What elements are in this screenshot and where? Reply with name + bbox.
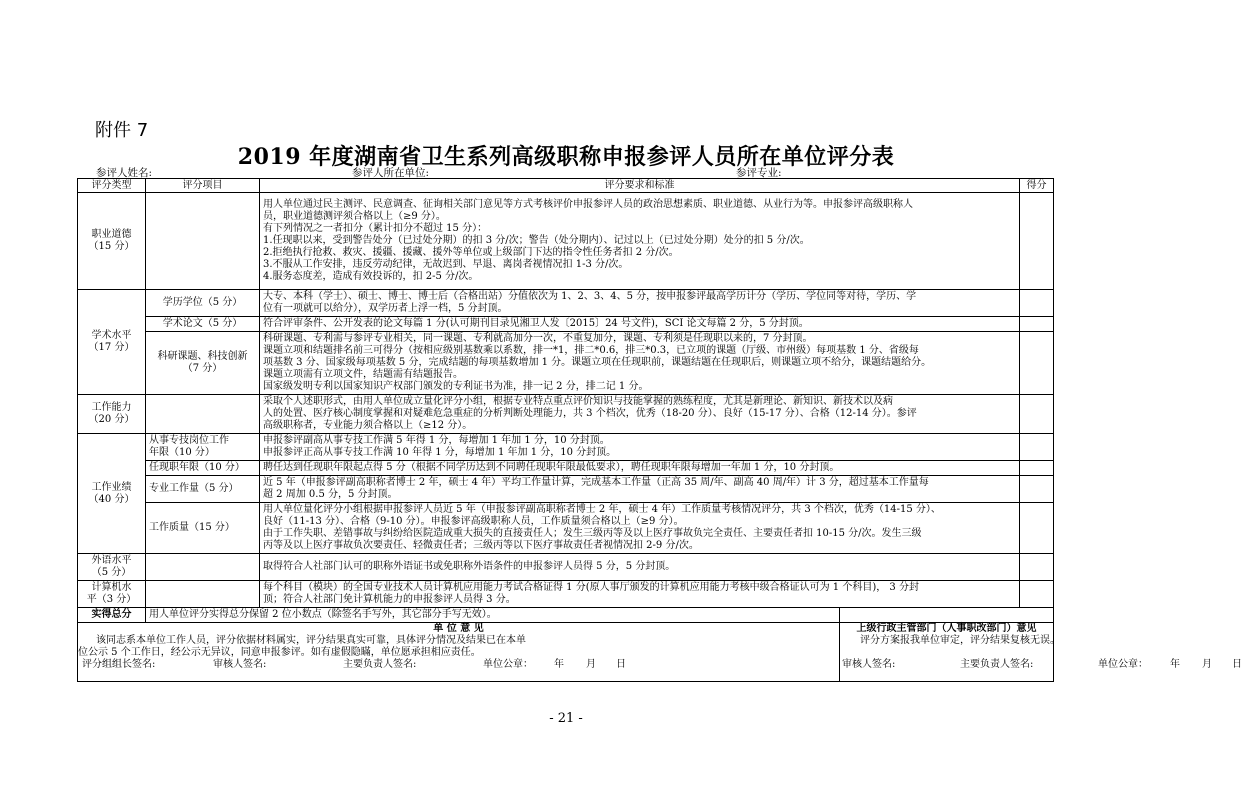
sig-seal-label: 单位公章： [483,659,533,670]
total-label: 实得总分 [78,608,146,623]
item-cell-workload: 专业工作量（5 分） [146,476,260,503]
type-points: （20 分） [88,414,135,425]
requirement-line: 由于工作失职、差错事故与纠纷给医院造成重大损失的直接责任人；发生三级丙等及以上医疗事故负完全责任、主要责任者扣 10-15 分/次。发生三级 [263,528,922,539]
score-cell-workload[interactable] [1020,476,1054,503]
requirement-line: 近 5 年（申报参评副高职称者博士 2 年，硕士 4 年）平均工作量计算，完成基本工作量（正高 35 周/年、副高 40 周/年）计 3 分，超过基本工作量每 [263,477,929,488]
header-type: 评分类型 [78,179,146,193]
unit-opinion-title: 单 位 意 见 [433,623,484,634]
requirement-line: 用人单位量化评分小组根据申报参评人员近 5 年（申报参评副高职称者博士 2 年，硕士 4 年）工作质量考核情况评分，共 3 个档次，优秀（14-15 分）、 [263,504,941,515]
table-row-ability [78,395,1054,434]
requirement-line: 1.任现职以来，受到警告处分（已过处分期）的扣 3 分/次；警告（处分期内）、记过以上（已过处分期）处分的扣 5 分/次。 [263,235,810,246]
page-title: 2019 年度湖南省卫生系列高级职称申报参评人员所在单位评分表 [237,144,895,170]
requirement-line: 有下列情况之一者扣分（累计扣分不超过 15 分）： [263,223,488,234]
sig-seal-label: 单位公章： [1098,659,1148,670]
sig-reviewer-label: 审核人签名: [842,659,896,670]
score-cell-quality[interactable] [1020,503,1054,554]
requirement-cell-degree [260,290,1020,317]
requirement-cell-language [260,554,1020,581]
requirement-cell-years-post [260,434,1020,461]
requirement-cell-computer [260,581,1020,608]
unit-opinion-line: 位公示 5 个工作日，经公示无异议，同意申报参评。如有虚假隐瞞，单位愿承担相应责任。 [78,647,481,658]
type-points: 平（3 分） [86,594,137,605]
requirement-cell-paper [260,317,1020,332]
score-cell-language[interactable] [1020,554,1054,581]
table-row-quality [78,503,1054,554]
score-cell-research[interactable] [1020,332,1054,395]
table-row-years-post [78,434,1054,461]
item-cell-paper: 学术论文（5 分） [146,317,260,332]
requirement-line: 聘任达到任现职年限起点得 5 分（根据不同学历达到不同聘任现职年限最低要求），聘任现职年限每增加一年加 1 分，10 分封顶。 [263,462,840,473]
score-cell-computer[interactable] [1020,581,1054,608]
type-label: 工作业绩 [91,481,132,493]
table-row-workload [78,476,1054,503]
item-cell-degree: 学历学位（5 分） [146,290,260,317]
type-cell-ability [78,395,146,434]
requirement-line: 课题立项需有立项文件，结题需有结题报告。 [263,369,463,380]
unit-opinion-cell [78,623,840,682]
type-label: 工作能力 [91,402,132,413]
type-cell-language [78,554,146,581]
requirement-line: 申报参评正高从事专技工作满 10 年得 1 分，每增加 1 年加 1 分，10 分封顶。 [263,447,617,458]
requirement-line: 符合评审条件、公开发表的论文每篇 1 分(认可期刊目录见湘卫人发〔2015〕24 号文件)，SCI 论文每篇 2 分，5 分封顶。 [263,318,809,329]
item-points: 年限（10 分） [149,447,215,458]
type-label: 计算机水 [91,582,132,593]
header-score: 得分 [1020,179,1054,193]
item-label: 从事专技岗位工作 [149,435,229,446]
page-number: - 21 - [549,711,583,726]
type-points: （5 分） [91,567,132,578]
requirement-line: 3.不服从工作安排，违反劳动纪律，无故迟到、早退、离岗者视情况扣 1-3 分/次。 [263,259,629,270]
requirement-line: 每个科目（模块）的全国专业技术人员计算机应用能力考试合格证得 1 分(原人事厅颁发的计算机应用能力考核中级合格证认可为 1 个科目)， 3 分封 [263,582,919,593]
type-label: 学术水平 [91,330,132,341]
requirement-line: 申报参评副高从事专技工作满 5 年得 1 分，每增加 1 年加 1 分，10 分封顶。 [263,435,610,446]
requirement-line: 用人单位通过民主测评、民意调查、征询相关部门意见等方式考核评价申报参评人员的政治思想素质、职业道德、从业行为等。申报参评高级职称人 [263,199,913,210]
type-points: （15 分） [88,241,135,252]
requirement-line: 4.服务态度差，造成有效投诉的，扣 2-5 分/次。 [263,271,479,282]
requirement-line: 良好（11-13 分）、合格（9-10 分）。申报参评高级职称人员，工作质量须合格以上（≥9 分）。 [263,516,684,527]
requirement-line: 项基数 3 分、国家级每项基数 5 分，完成结题的每项基数增加 1 分。课题立项在任现职前，课题结题在任现职后，则课题立项不给分，课题结题给分。 [263,357,932,368]
unit-opinion-line: 该同志系本单位工作人员，评分依据材料属实，评分结果真实可靠，具体评分情况及结果已在本单 [96,635,526,646]
total-text: 用人单位评分实得总分保留 2 位小数点（除签名手写外，其它部分手写无效）。 [146,608,840,623]
requirement-cell-research [260,332,1020,395]
table-header-row [78,179,1054,193]
table-row-language [78,554,1054,581]
requirement-line: 2.拒绝执行抢救、救灾、援疆、援藏、援外等单位或上级部门下达的指令性任务者扣 2 分/次。 [263,247,679,258]
score-cell-paper[interactable] [1020,317,1054,332]
requirement-line: 高级职称者，专业能力须合格以上（≥12 分）。 [263,420,473,431]
sig-head-label: 主要负责人签名: [960,659,1034,670]
requirement-line: 国家级发明专利以国家知识产权部门颁发的专利证书为准，排一记 2 分，排二记 1 分。 [263,381,649,392]
sig-day-label: 日 [616,659,626,670]
requirement-line: 顶；符合人社部门免计算机能力的申报参评人员得 3 分。 [263,594,516,605]
sig-month-label: 月 [586,659,596,670]
requirement-line: 大专、本科（学士）、硕士、博士、博士后（合格出站）分值依次为 1、2、3、4、5 分，按申报参评最高学历计分（学历、学位同等对待，学历、学 [263,291,917,302]
score-cell-ability[interactable] [1020,395,1054,434]
opinions-row [78,623,1054,682]
requirement-line: 员，职业道德测评须合格以上（≥9 分）。 [263,211,446,222]
person-info-line [96,165,1056,179]
score-cell-years-post[interactable] [1020,434,1054,461]
score-cell-ethics[interactable] [1020,193,1054,290]
item-label: 科研课题、科技创新 [157,351,248,362]
type-cell-performance [78,434,146,554]
table-row-ethics [78,193,1054,290]
requirement-cell-ethics [260,193,1020,290]
requirement-line: 科研课题、专利需与参评专业相关，同一课题、专利就高加分一次，不重复加分，课题、专利须是任现职以来的，7 分封顶。 [263,333,813,344]
item-cell-ability [146,395,260,434]
requirement-line: 人的处置、医疗核心制度掌握和对疑难危急重症的分析判断处理能力，共 3 个档次，优秀（18-20 分）、良好（15-17 分）、合格（12-14 分）。参评 [263,408,917,419]
superior-opinion-blank [840,647,1053,659]
item-cell-quality: 工作质量（15 分） [146,503,260,554]
item-cell-years-title: 任现职年限（10 分） [146,461,260,476]
superior-opinion-title: 上级行政主管部门（人事职改部门）意见 [856,623,1037,634]
table-row-research [78,332,1054,395]
score-cell-degree[interactable] [1020,290,1054,317]
type-cell-academic [78,290,146,395]
sig-leader-label: 评分组组长签名: [82,659,156,670]
sig-year-label: 年 [1170,659,1180,670]
table-row-degree [78,290,1054,317]
requirement-line: 取得符合人社部门认可的职称外语证书或免职称外语条件的申报参评人员得 5 分，5 分封顶。 [263,561,676,572]
applicant-unit-label: 参评人所在单位: [352,167,430,179]
superior-signature-line [840,659,1242,672]
item-cell-research [146,332,260,395]
sig-year-label: 年 [554,659,564,670]
item-cell-years-post [146,434,260,461]
item-cell-computer [146,581,260,608]
header-requirement: 评分要求和标准 [260,179,1020,193]
attachment-label: 附件 7 [95,120,149,141]
score-table [77,178,1242,682]
score-cell-years-title[interactable] [1020,461,1054,476]
requirement-line: 位有一项就可以给分），双学历者上浮一档，5 分封顶。 [263,303,508,314]
item-cell-ethics [146,193,260,290]
type-cell-computer [78,581,146,608]
requirement-line: 丙等及以上医疗事故负次要责任、轻微责任者；三级丙等以下医疗事故责任者视情况扣 2-9 分/次。 [263,540,699,551]
type-cell-ethics [78,193,146,290]
sig-head-label: 主要负责人签名: [343,659,417,670]
type-points: （17 分） [88,342,135,353]
sig-month-label: 月 [1202,659,1212,670]
applicant-major-label: 参评专业: [736,167,782,179]
requirement-line: 超 2 周加 0.5 分，5 分封顶。 [263,489,398,500]
type-label: 外语水平 [91,555,132,566]
requirement-line: 采取个人述职形式，由用人单位成立量化评分小组，根据专业特点重点评价知识与技能掌握的熟练程度，尤其是新理论、新知识、新技术以及病 [263,396,893,407]
table-row-total [78,608,1054,623]
sig-reviewer-label: 审核人签名: [213,659,267,670]
requirement-cell-years-title [260,461,1020,476]
table-row-computer [78,581,1054,608]
superior-opinion-cell [840,623,1242,682]
table-row-paper [78,317,1054,332]
unit-signature-line [78,659,839,672]
type-points: （40 分） [88,493,135,505]
item-cell-language [146,554,260,581]
header-item: 评分项目 [146,179,260,193]
requirement-cell-workload [260,476,1020,503]
superior-opinion-line: 评分方案报我单位审定，评分结果复核无误。 [860,635,1060,646]
requirement-cell-ability [260,395,1020,434]
applicant-name-label: 参评人姓名: [96,167,153,179]
table-row-years-title [78,461,1054,476]
sig-day-label: 日 [1232,659,1242,670]
total-score-cell[interactable] [840,608,1054,623]
requirement-line: 课题立项和结题排名前三可得分（按相应级别基数乘以系数，排一*1，排二*0.6，排三*0.3，已立项的课题（厅级、市州级）每项基数 1 分、省级每 [263,345,919,356]
item-points: （7 分） [182,363,223,374]
requirement-cell-quality [260,503,1020,554]
type-label: 职业道德 [91,229,132,240]
